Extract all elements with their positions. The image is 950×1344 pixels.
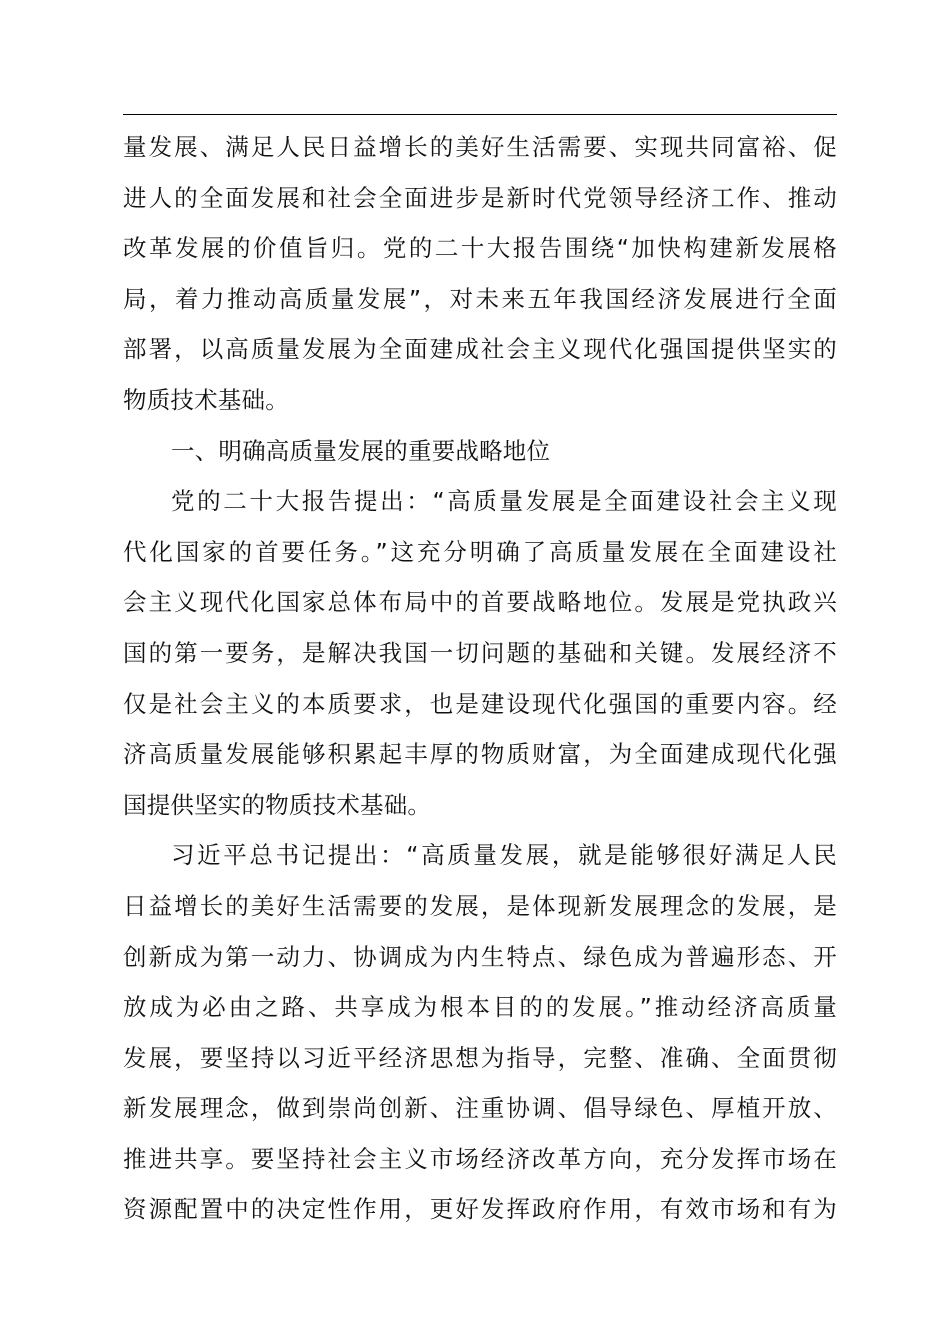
text-line: 局，着力推动高质量发展”，对未来五年我国经济发展进行全面: [123, 284, 837, 313]
text-line: 济高质量发展能够积累起丰厚的物质财富，为全面建成现代化强: [123, 740, 837, 769]
text-line: 日益增长的美好生活需要的发展，是体现新发展理念的发展，是: [123, 891, 837, 920]
text-line: 新发展理念，做到崇尚创新、注重协调、倡导绿色、厚植开放、: [123, 1094, 837, 1123]
text-line: 发展，要坚持以习近平经济思想为指导，完整、准确、全面贯彻: [123, 1043, 837, 1072]
text-line: 推进共享。要坚持社会主义市场经济改革方向，充分发挥市场在: [123, 1144, 837, 1173]
text-line: 会主义现代化国家总体布局中的首要战略地位。发展是党执政兴: [123, 588, 837, 617]
text-line: 放成为必由之路、共享成为根本目的的发展。”推动经济高质量: [123, 993, 837, 1022]
text-line: 创新成为第一动力、协调成为内生特点、绿色成为普遍形态、开: [123, 942, 837, 971]
text-line: 代化国家的首要任务。”这充分明确了高质量发展在全面建设社: [123, 537, 837, 566]
text-line: 物质技术基础。: [123, 385, 289, 414]
text-line: 资源配置中的决定性作用，更好发挥政府作用，有效市场和有为: [123, 1195, 837, 1224]
header-rule: [123, 114, 837, 115]
text-line: 量发展、满足人民日益增长的美好生活需要、实现共同富裕、促: [123, 133, 837, 161]
text-line: 党的二十大报告提出：“高质量发展是全面建设社会主义现: [171, 487, 837, 516]
text-line: 改革发展的价值旨归。党的二十大报告围绕“加快构建新发展格: [123, 234, 837, 263]
text-line: 国提供坚实的物质技术基础。: [123, 790, 432, 819]
section-heading: 一、明确高质量发展的重要战略地位: [171, 436, 551, 465]
text-line: 习近平总书记提出：“高质量发展，就是能够很好满足人民: [171, 841, 837, 870]
text-line: 进人的全面发展和社会全面进步是新时代党领导经济工作、推动: [123, 183, 837, 212]
text-line: 仅是社会主义的本质要求，也是建设现代化强国的重要内容。经: [123, 689, 837, 718]
body-text: [123, 122, 837, 1235]
text-line: 国的第一要务，是解决我国一切问题的基础和关键。发展经济不: [123, 638, 837, 667]
text-line: 部署，以高质量发展为全面建成社会主义现代化强国提供坚实的: [123, 335, 837, 364]
